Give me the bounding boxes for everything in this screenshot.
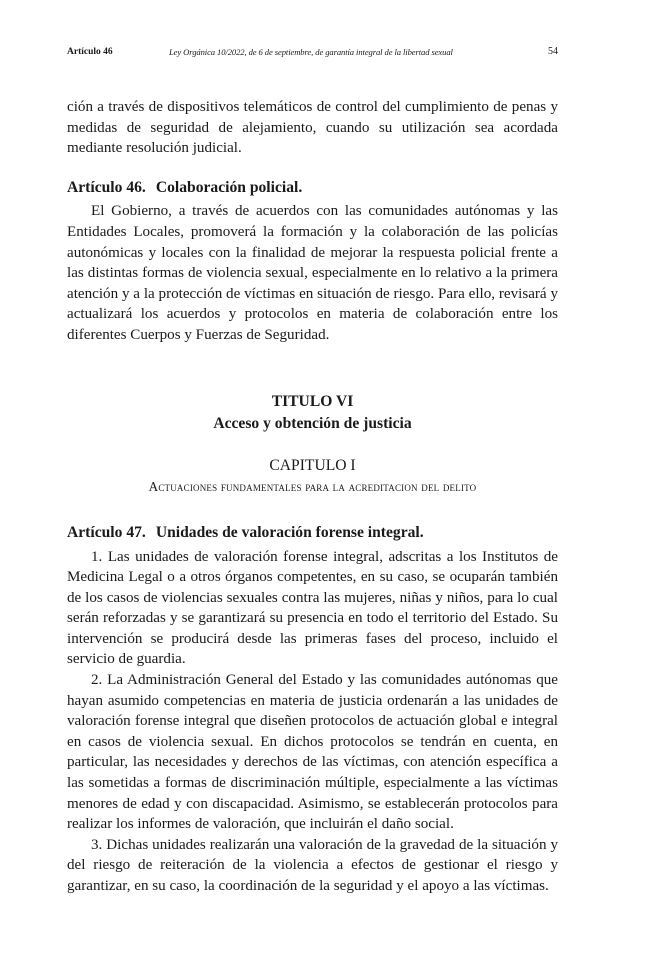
header-article-ref: Artículo 46: [67, 47, 113, 57]
title-heading-block: [67, 392, 558, 498]
article-47-number: Artículo 47.: [67, 523, 146, 541]
article-47-title: Unidades de valoración forense integral.: [155, 523, 424, 541]
article-47-paragraph-3: 3. Dichas unidades realizarán una valoración de la gravedad de la situación y del riesgo de reiteración de la violencia a efectos de gestionar el riesgo y garantizar, en su caso, la coordinación de la seguridad y el apoyo a las víctimas.: [67, 836, 558, 894]
article-46-title: Colaboración policial.: [155, 178, 303, 196]
title-number: TITULO VI: [271, 392, 354, 410]
title-name: Acceso y obtención de justicia: [213, 415, 412, 433]
running-header: [67, 44, 558, 60]
article-46-number: Artículo 46.: [67, 178, 146, 196]
page-number: 54: [548, 46, 558, 57]
header-law-title: Ley Orgánica 10/2022, de 6 de septiembre, de garantía integral de la libertad sexual: [169, 47, 453, 57]
chapter-name: Actuaciones fundamentales para la acreditacion del delito: [148, 479, 477, 495]
article-46-text: El Gobierno, a través de acuerdos con las comunidades autónomas y las Entidades Locales, promoverá la formación y la colaboración de las policías autonómicas y locales con la finalidad de mejorar la respuesta policial frente a las distintas formas de violencia sexual, especialmente en lo relativo a la primera atención y a la protección de víctimas en situación de riesgo. Para ello, revisará y actualizará los acuerdos y protocolos en materia de colaboración entre los diferentes Cuerpos y Fuerzas de Seguridad.: [67, 203, 558, 343]
article-47-paragraph-1: 1. Las unidades de valoración forense integral, adscritas a los Institutos de Medicina Legal o a otros órganos competentes, en su caso, se ocuparán también de los casos de violencias sexuales contra las mujeres, niñas y niños, para lo cual serán reforzadas y se garantizará su presencia en todo el territorio del Estado. Su intervención se producirá desde las primeras fases del proceso, incluido el servicio de guardia.: [67, 548, 558, 668]
continuation-paragraph: ción a través de dispositivos telemáticos de control del cumplimiento de penas y medidas de seguridad de alejamiento, cuando su utilización sea acordada mediante resolución judicial.: [67, 99, 558, 157]
article-46-heading: [67, 178, 558, 199]
page-content: [67, 97, 558, 897]
chapter-number: CAPITULO I: [269, 456, 356, 474]
article-47-paragraph-2: 2. La Administración General del Estado y las comunidades autónomas que hayan asumido competencias en materia de justicia ordenarán a las unidades de valoración forense integral que diseñen protocolos de actuación global e integral en casos de violencia sexual. En dichos protocolos se tendrán en cuenta, en particular, las necesidades y derechos de las víctimas, con atención específica a las sometidas a formas de discriminación múltiple, especialmente a las víctimas menores de edad y con discapacidad. Asimismo, se establecerán protocolos para realizar los informes de valoración, que incluirán el daño social.: [67, 672, 558, 833]
article-47-heading: [67, 523, 558, 544]
